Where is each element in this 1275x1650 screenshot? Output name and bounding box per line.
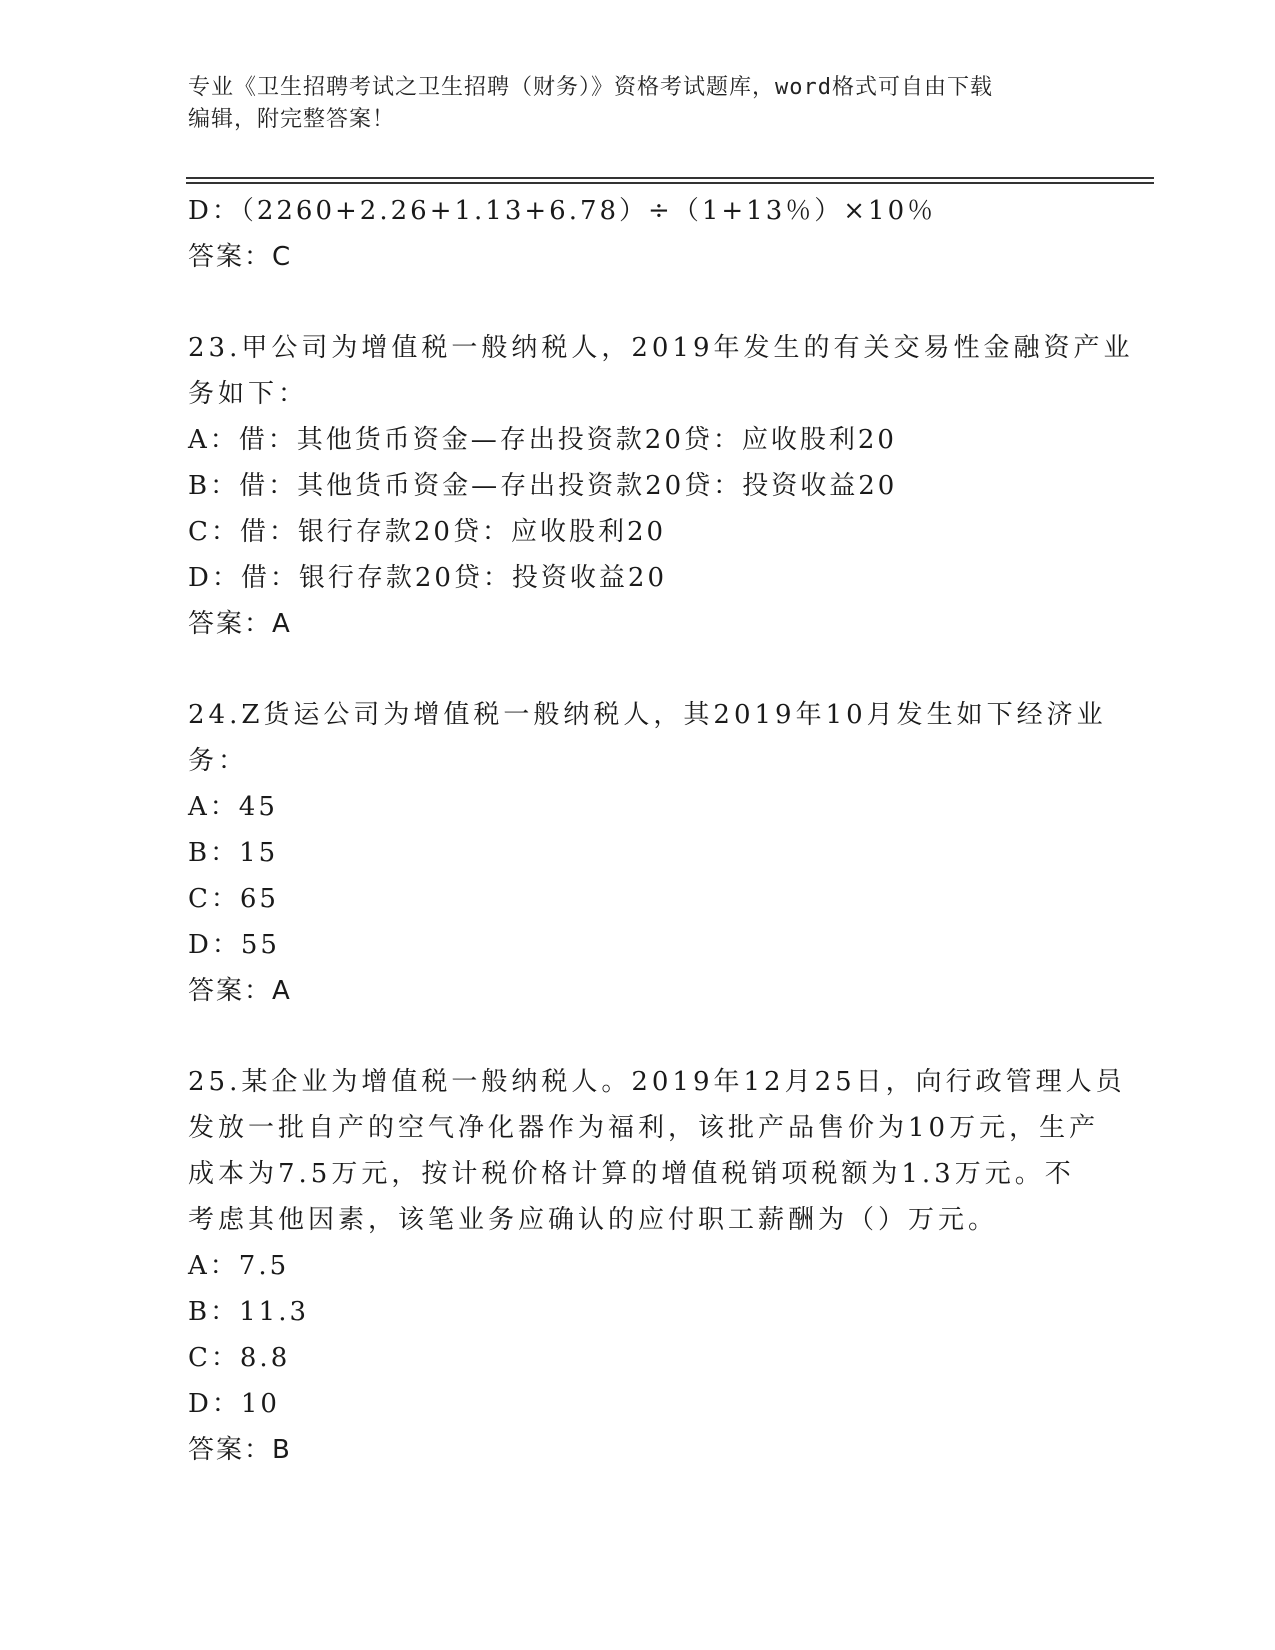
question-22-tail <box>188 188 1088 280</box>
question-text <box>188 692 1107 784</box>
answer-label: 答案：C <box>188 242 293 272</box>
option-d: D：借：银行存款20贷：投资收益20 <box>188 563 668 593</box>
option-c: C：65 <box>188 884 279 914</box>
option-b: B：11.3 <box>188 1297 309 1327</box>
answer-label: 答案：A <box>188 976 292 1006</box>
question-text-line: 考虑其他因素，该笔业务应确认的应付职工薪酬为（）万元。 <box>188 1205 999 1235</box>
option-a: A：7.5 <box>188 1251 290 1281</box>
question-text-line: 25.某企业为增值税一般纳税人。2019年12月25日，向行政管理人员 <box>188 1067 1126 1097</box>
option-a: A：借：其他货币资金—存出投资款20贷：应收股利20 <box>188 425 897 455</box>
header-line-1: 专业《卫生招聘考试之卫生招聘（财务）》资格考试题库，word格式可自由下载 <box>188 75 993 100</box>
answer-label: 答案：B <box>188 1435 292 1465</box>
question-text <box>188 1059 1126 1243</box>
question-23 <box>188 325 1134 647</box>
question-24 <box>188 692 1107 1014</box>
question-text-line: 成本为7.5万元，按计税价格计算的增值税销项税额为1.3万元。不 <box>188 1159 1075 1189</box>
option-a: A：45 <box>188 792 278 822</box>
option-c: C：借：银行存款20贷：应收股利20 <box>188 517 667 547</box>
question-text-line: 务： <box>188 746 249 776</box>
header-line-2: 编辑，附完整答案！ <box>188 107 396 132</box>
question-text-line: 务如下： <box>188 379 309 409</box>
option-c: C：8.8 <box>188 1343 291 1373</box>
question-text-line: 发放一批自产的空气净化器作为福利，该批产品售价为10万元，生产 <box>188 1113 1100 1143</box>
question-25 <box>188 1059 1126 1473</box>
option-b: B：借：其他货币资金—存出投资款20贷：投资收益20 <box>188 471 898 501</box>
option-b: B：15 <box>188 838 279 868</box>
option-d: D：55 <box>188 930 280 960</box>
answer-label: 答案：A <box>188 609 292 639</box>
spacer <box>188 1014 1088 1059</box>
option-d: D：（2260+2.26+1.13+6.78）÷（1+13％）×10％ <box>188 196 937 226</box>
document-body <box>188 188 1134 1473</box>
header-divider-bottom <box>186 182 1154 184</box>
question-text <box>188 325 1134 417</box>
spacer <box>188 280 1088 325</box>
question-text-line: 24.Z货运公司为增值税一般纳税人，其2019年10月发生如下经济业 <box>188 700 1107 730</box>
document-header <box>188 72 1068 136</box>
spacer <box>188 647 1088 692</box>
header-divider-top <box>186 177 1154 179</box>
question-text-line: 23.甲公司为增值税一般纳税人，2019年发生的有关交易性金融资产业 <box>188 333 1134 363</box>
option-d: D：10 <box>188 1389 280 1419</box>
